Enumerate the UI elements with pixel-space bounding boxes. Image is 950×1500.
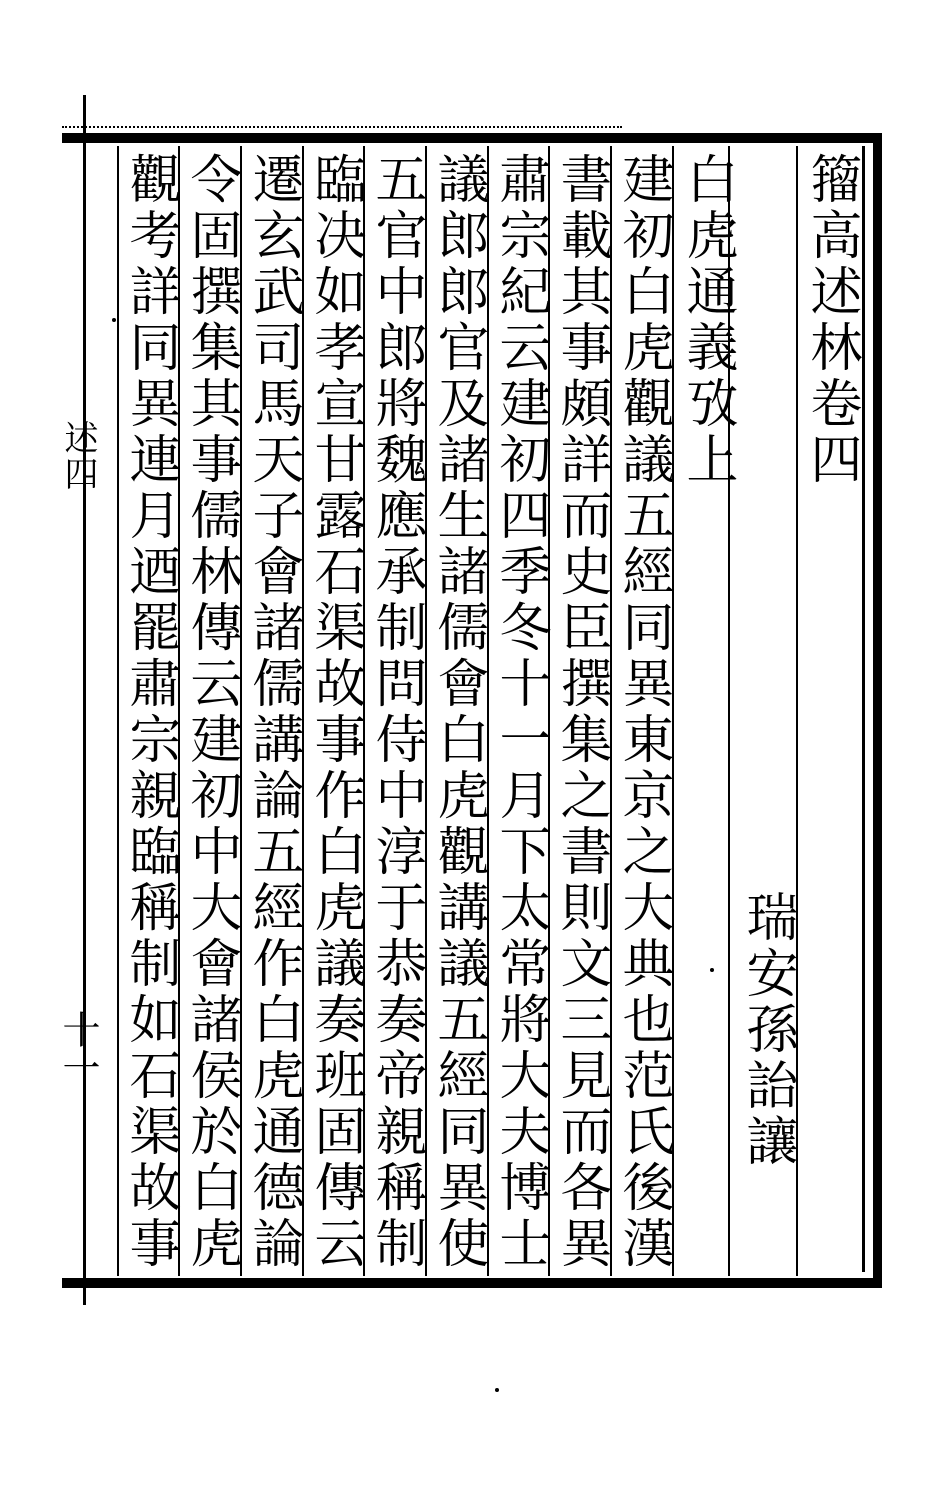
- author-column: 瑞安孫詒讓: [737, 890, 797, 1170]
- frame-top-rule: [62, 133, 882, 143]
- body-column-4: 議郎郎官及諸生諸儒會白虎觀講議五經同異使: [428, 152, 488, 1272]
- body-column-2: 書載其事頗詳而史臣撰集之書則文三見而各異: [551, 152, 611, 1272]
- ink-speck: [112, 318, 116, 322]
- body-column-9: 觀考詳同異連月迺罷肅宗親臨稱制如石渠故事: [120, 152, 180, 1272]
- margin-page-number: 十一: [56, 1010, 100, 1086]
- frame-left-rule: [83, 95, 86, 1305]
- book-title-column: 籀高述林卷四: [801, 152, 861, 488]
- body-column-3: 肅宗紀云建初四季冬十一月下太常將大夫博士: [490, 152, 550, 1272]
- frame-right-rule: [873, 138, 882, 1286]
- body-column-5: 五官中郎將魏應承制問侍中淳于恭奏帝親稱制: [366, 152, 426, 1272]
- body-column-8: 令固撰集其事儒林傳云建初中大會諸侯於白虎: [181, 152, 241, 1272]
- ink-speck: [495, 1388, 499, 1392]
- body-column-7: 遷玄武司馬天子會諸儒講論五經作白虎通德論: [243, 152, 303, 1272]
- frame-bottom-rule: [62, 1278, 882, 1288]
- ink-speck: [710, 968, 714, 972]
- body-column-1: 建初白虎觀議五經同異東京之大典也范氏後漢: [613, 152, 673, 1272]
- body-column-6: 臨决如孝宣甘露石渠故事作白虎議奏班固傳云: [305, 152, 365, 1272]
- essay-title-column: 白虎通義攷上: [677, 152, 737, 488]
- frame-top-tick-marks: [62, 126, 622, 131]
- frame-right-inner-rule: [862, 146, 865, 1272]
- margin-volume-label: 述四: [58, 420, 98, 492]
